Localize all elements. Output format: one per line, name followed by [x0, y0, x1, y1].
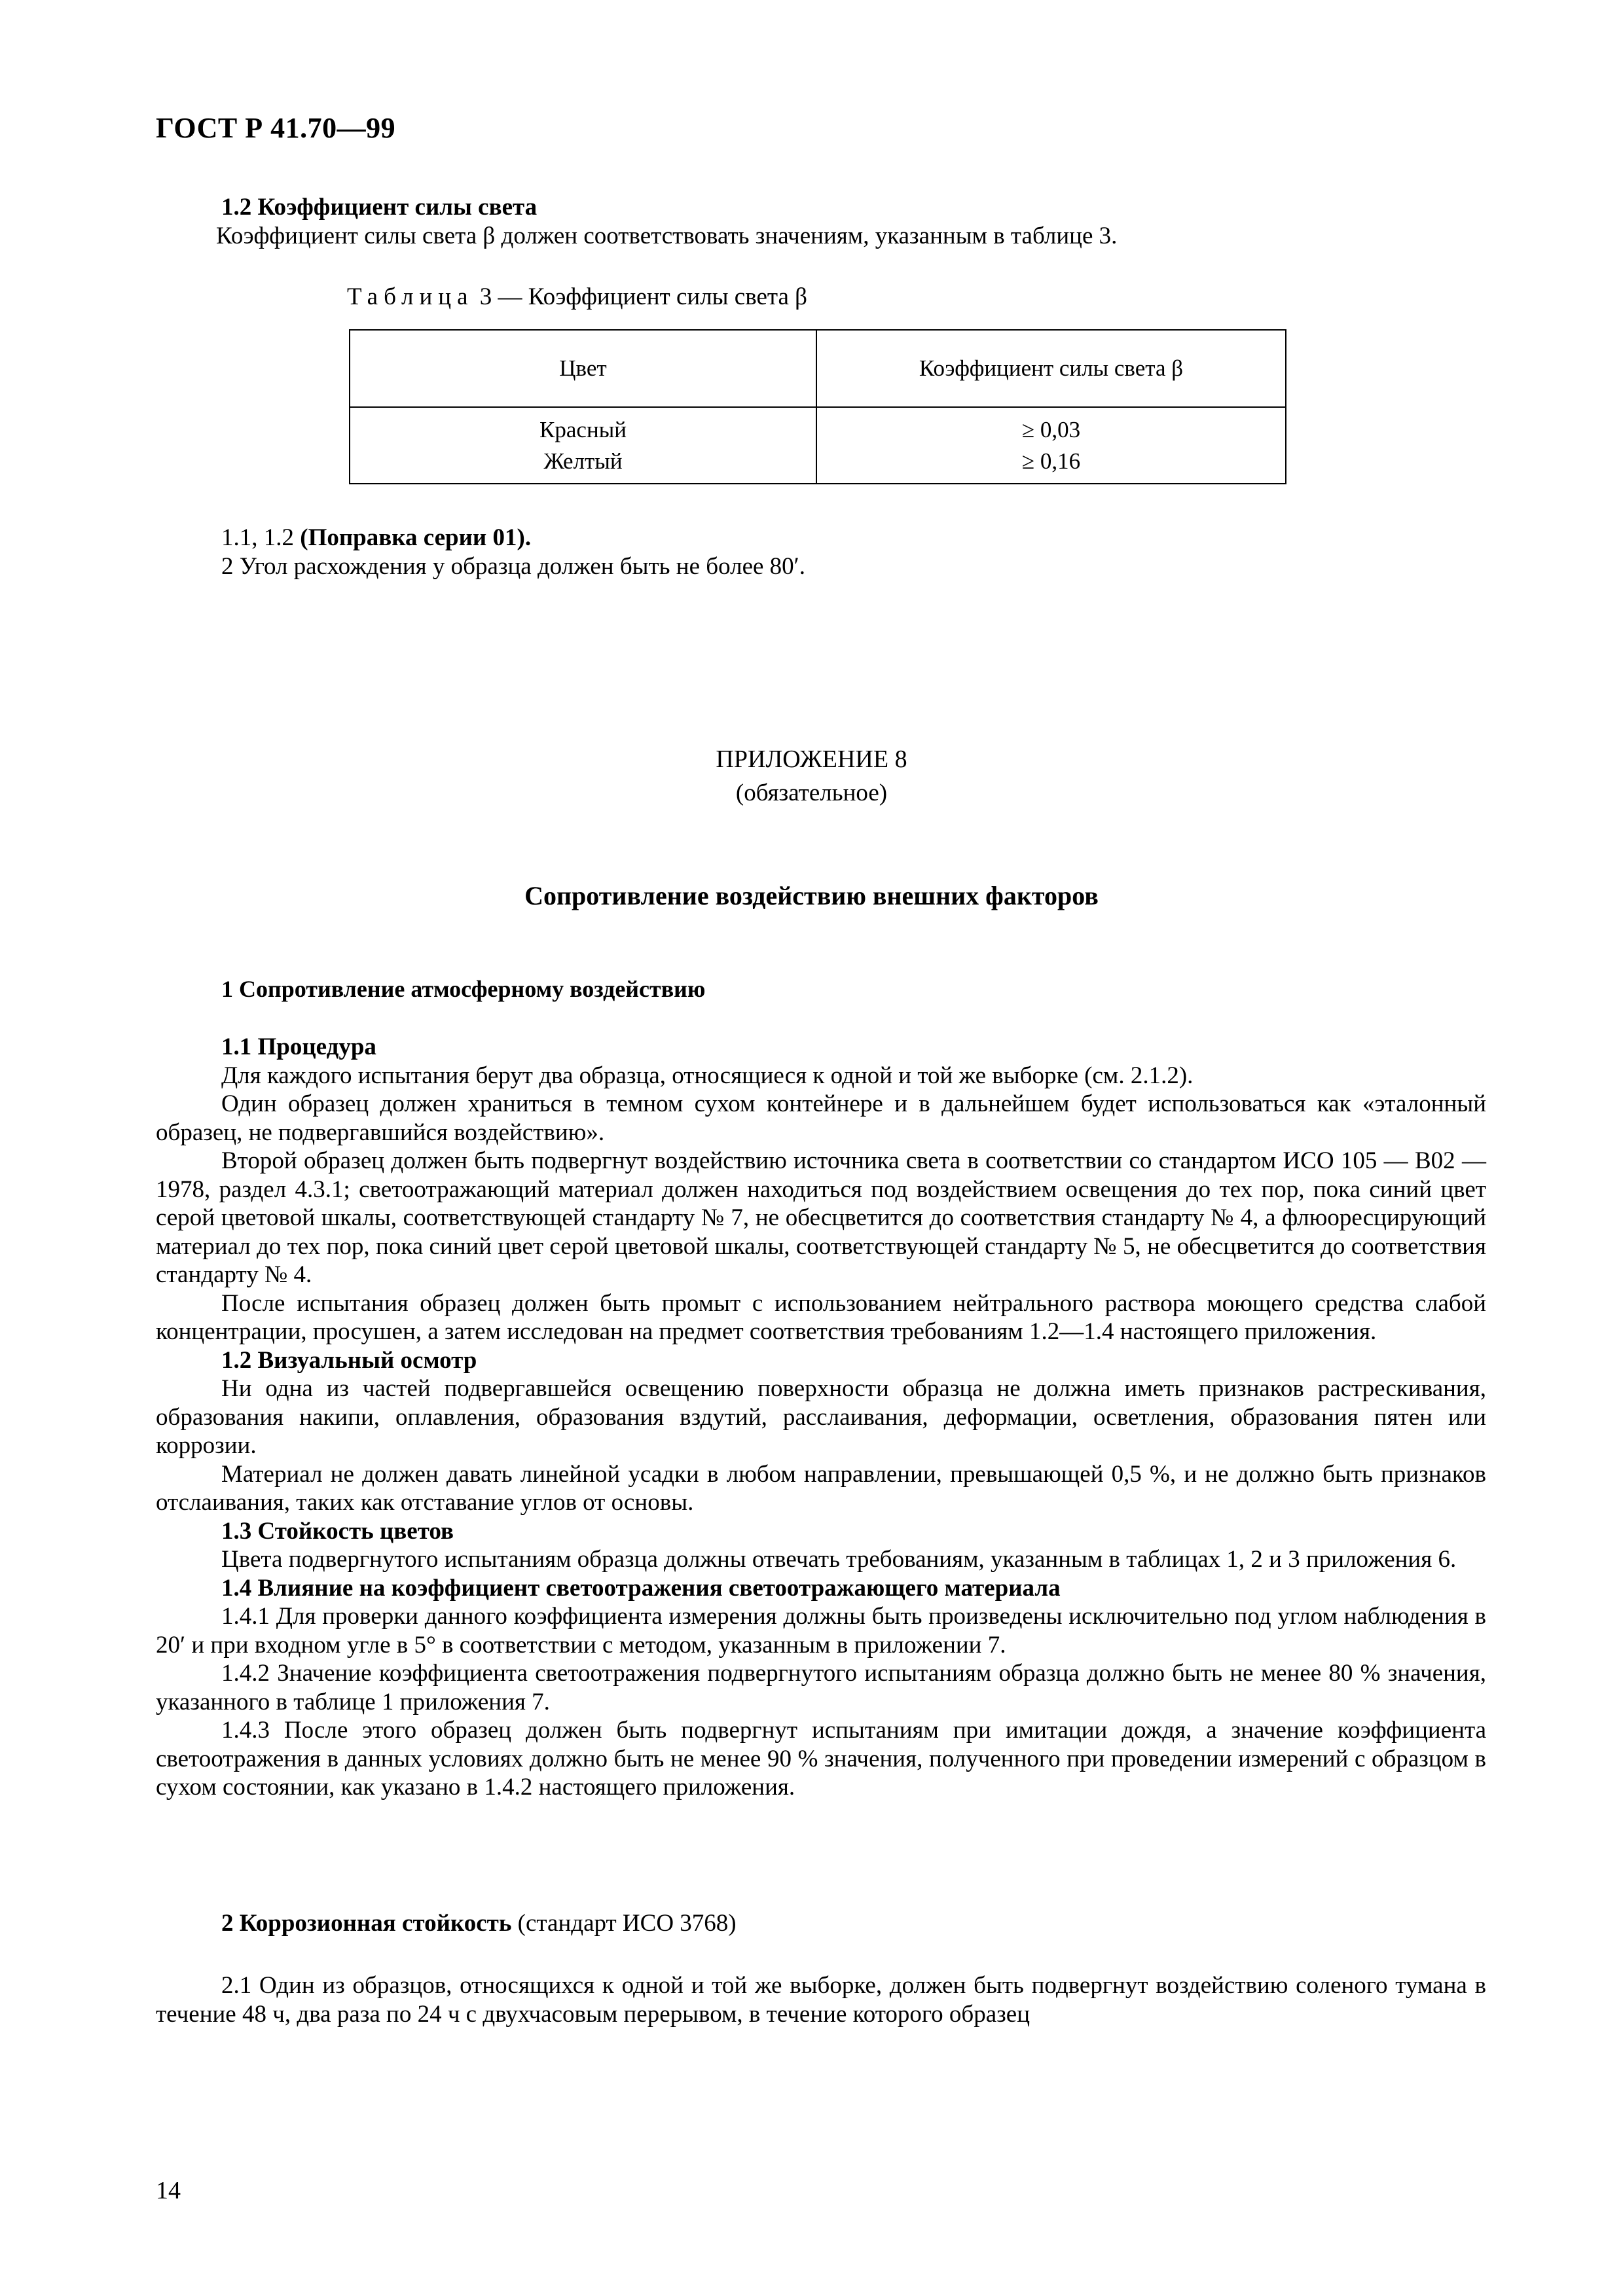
- appendix-heading: Сопротивление воздействию внешних факторов: [524, 881, 1099, 910]
- paragraph: 1.4.2 Значение коэффициента светоотражения подвергнутого испытаниям образца должно быть не менее 80 % значения, указанного в таблице 1 приложения 7.: [156, 1660, 1486, 1715]
- paragraph: Второй образец должен быть подвергнут воздействию источника света в соответствии со стандартом ИСО 105 — В02 — 1978, раздел 4.3.1; светоотражающий материал должен находиться под воздействием освещения до тех пор, пока синий цвет серой цветовой шкалы, соответствующей стандарту № 7, не обесцветится до соответствия стандарту № 4, а флюоресцирующий материал до тех пор, пока синий цвет серой цветовой шкалы, соответствующей стандарту № 5, не обесцветится до соответствия стандарту № 4.: [156, 1147, 1486, 1288]
- section-2-heading-rest: (стандарт ИСО 3768): [511, 1910, 737, 1937]
- page-number: 14: [156, 2177, 181, 2204]
- table-row: [350, 407, 1286, 484]
- header-coefficient: Коэффициент силы света β: [816, 330, 1286, 407]
- section-2-heading: [221, 1909, 1486, 1938]
- paragraph: Ни одна из частей подвергавшейся освещению поверхности образца не должна иметь признаков растрескивания, образования накипи, оплавления, образования вздутий, расслаивания, деформации, осветления, образования пятен или коррозии.: [156, 1375, 1486, 1459]
- amendment-block: [221, 524, 1486, 581]
- section-1-heading: 1 Сопротивление атмосферному воздействию: [221, 976, 706, 1002]
- amendment-bold: (Поправка серии 01).: [300, 524, 532, 551]
- color-red: Красный: [539, 416, 627, 442]
- heading-1-4: 1.4 Влияние на коэффициент светоотражения светоотражающего материала: [221, 1574, 1061, 1602]
- appendix-title: ПРИЛОЖЕНИЕ 8: [716, 745, 907, 773]
- heading-1-3: 1.3 Стойкость цветов: [221, 1517, 454, 1545]
- section-1-2-top: [216, 193, 1486, 250]
- paragraph: Для каждого испытания берут два образца, относящиеся к одной и той же выборке (см. 2.1.2).: [221, 1062, 1194, 1089]
- color-cell: [350, 407, 816, 484]
- document-header: ГОСТ Р 41.70—99: [156, 112, 396, 144]
- coefficient-table: [349, 329, 1286, 484]
- paragraph: Цвета подвергнутого испытаниям образца должны отвечать требованиям, указанным в таблицах 1, 2 и 3 приложения 6.: [221, 1546, 1457, 1573]
- amendment-note: [221, 524, 1486, 552]
- heading-1-1: 1.1 Процедура: [221, 1033, 376, 1060]
- paragraph: 1.4.3 После этого образец должен быть подвергнут испытаниям при имитации дождя, а значение коэффициента светоотражения в данных условиях должно быть не менее 90 % значения, полученного при проведении измерений с образцом в сухом состоянии, как указано в 1.4.2 настоящего приложения.: [156, 1717, 1486, 1801]
- paragraph: Один образец должен храниться в темном сухом контейнере и в дальнейшем будет использоваться как «эталонный образец, не подвергавшийся воздействию».: [156, 1090, 1486, 1146]
- header-color: Цвет: [350, 330, 816, 407]
- table-header-row: [350, 330, 1286, 407]
- section-2-body: [156, 1971, 1486, 2028]
- value-cell: [816, 407, 1286, 484]
- item-2: 2 Угол расхождения у образца должен быть не более 80′.: [221, 552, 806, 580]
- table-caption-text: 3 — Коэффициент силы света β: [479, 283, 807, 310]
- table-caption-prefix: Таблица: [347, 283, 474, 310]
- heading-1-2: 1.2 Визуальный осмотр: [221, 1346, 477, 1374]
- section-2-heading-bold: 2 Коррозионная стойкость: [221, 1910, 512, 1937]
- value-red: ≥ 0,03: [1021, 416, 1081, 442]
- section-heading: 1.2 Коэффициент силы света: [221, 194, 538, 221]
- paragraph: 2.1 Один из образцов, относящихся к одной и той же выборке, должен быть подвергнут воздействию соленого тумана в течение 48 ч, два раза по 24 ч с двухчасовым перерывом, в течение которого образец: [156, 1972, 1486, 2028]
- paragraph: Коэффициент силы света β должен соответствовать значениям, указанным в таблице 3.: [216, 222, 1118, 249]
- appendix-subtitle: (обязательное): [735, 780, 888, 806]
- color-yellow: Желтый: [543, 448, 623, 474]
- section-1-body: [156, 1033, 1486, 1802]
- section-1-heading-wrap: [221, 975, 1486, 1004]
- value-yellow: ≥ 0,16: [1021, 448, 1081, 474]
- paragraph: 1.4.1 Для проверки данного коэффициента измерения должны быть произведены исключительно под углом наблюдения в 20′ и при входном угле в 5° в соответствии с методом, указанным в приложении 7.: [156, 1603, 1486, 1659]
- paragraph: После испытания образец должен быть промыт с использованием нейтрального раствора моющего средства слабой концентрации, просушен, а затем исследован на предмет соответствия требованиям 1.2—1.4 настоящего приложения.: [156, 1289, 1486, 1345]
- paragraph: Материал не должен давать линейной усадки в любом направлении, превышающей 0,5 %, и не должно быть признаков отслаивания, таких как отставание углов от основы.: [156, 1460, 1486, 1516]
- table-caption: [347, 283, 807, 311]
- section-2-heading-wrap: [221, 1909, 1486, 1938]
- amendment-prefix: 1.1, 1.2: [221, 524, 301, 551]
